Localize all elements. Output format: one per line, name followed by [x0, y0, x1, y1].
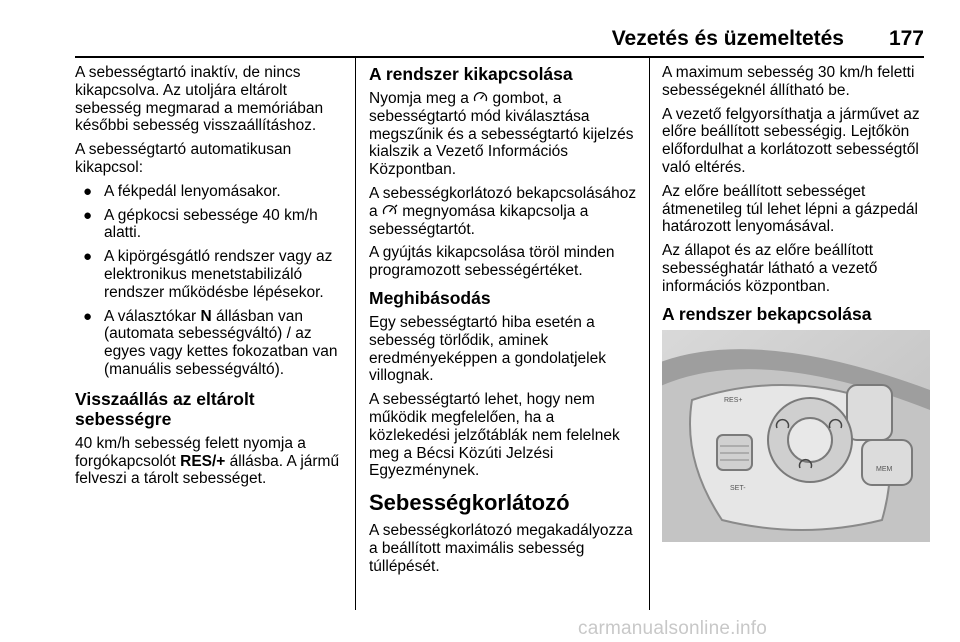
paragraph: Egy sebességtartó hiba esetén a sebesség törlődik, aminek eredményeképpen a gondolatjelek villognak. — [369, 313, 606, 385]
chapter-heading: Sebességkorlátozó — [369, 490, 570, 516]
paragraph-text-post: állásba. A jármű felveszi a tárolt sebességet. — [75, 452, 340, 488]
list-item — [75, 308, 350, 379]
list-item — [75, 183, 350, 201]
paragraph: A maximum sebesség 30 km/h feletti sebességeknél állítható be. — [662, 64, 915, 99]
paragraph: A sebességkorlátozó megakadályozza a beállított maximális sebesség túllépését. — [369, 522, 633, 575]
mem-label: MEM — [876, 465, 893, 473]
paragraph: A sebességtartó automatikusan kikapcsol: — [75, 141, 292, 176]
paragraph-text-post: gombot, a sebességtartó mód kiválasztása megszűnik és a sebességtartó kijelzés kialszik a Vezető Információs Központban. — [369, 90, 634, 179]
running-title: Vezetés és üzemeltetés — [611, 27, 844, 50]
list-item-text-post: állásban van (automata sebességváltó) / az egyes vagy kettes fokozatban van (manuális sebességváltó). — [104, 307, 338, 378]
bullet-icon: ● — [83, 307, 93, 325]
paragraph — [75, 435, 350, 488]
bullet-icon: ● — [83, 182, 93, 200]
paragraph-text-post: megnyomása kikapcsolja a sebességtartót. — [369, 202, 589, 238]
bullet-icon: ● — [83, 206, 93, 224]
column-divider-2 — [649, 58, 650, 610]
page-number: 177 — [888, 27, 924, 50]
list-item — [75, 207, 350, 243]
section-heading: Meghibásodás — [369, 287, 491, 308]
section-heading: A rendszer bekapcsolása — [662, 303, 872, 324]
res-label: RES+ — [724, 396, 743, 404]
header-rule — [75, 56, 924, 58]
cruise-control-icon — [473, 90, 488, 108]
paragraph: A sebességtartó lehet, hogy nem működik megfelelően, ha a közlekedési jelzőtáblák nem felelnek meg a Bécsi Közúti Jelzési Egyezménynek. — [369, 391, 620, 480]
column-2 — [369, 64, 639, 582]
list-item — [75, 248, 350, 301]
paragraph-text-pre: 40 km/h sebesség felett nyomja a forgókapcsolót — [75, 434, 306, 470]
paragraph — [369, 185, 639, 238]
switch-position-label: RES/+ — [180, 452, 226, 470]
bullet-icon: ● — [83, 248, 93, 266]
steering-wheel-illustration — [662, 330, 930, 542]
section-heading: Visszaállás az eltárolt sebességre — [75, 388, 255, 429]
steering-wheel-controls-image — [662, 330, 930, 542]
section-heading: A rendszer kikapcsolása — [369, 64, 573, 84]
paragraph — [369, 90, 639, 179]
paragraph-text-pre: A sebességkorlátozó bekapcsolásához a — [369, 184, 637, 220]
paragraph: A vezető felgyorsíthatja a járművet az előre beállított sebességig. Lejtőkön előfordulhat a korlátozott sebességtől való eltérés. — [662, 105, 920, 176]
list-item-text-pre: A választókar — [104, 307, 201, 325]
set-label: SET- — [730, 484, 746, 492]
paragraph-text-pre: Nyomja meg a — [369, 90, 474, 107]
paragraph: Az állapot és az előre beállított sebességhatár látható a vezető információs központban. — [662, 242, 878, 295]
page-header — [0, 0, 960, 56]
paragraph: Az előre beállított sebességet átmenetileg túl lehet lépni a gázpedál határozott lenyomásával. — [662, 182, 918, 236]
watermark: carmanualsonline.info — [578, 618, 768, 639]
gear-position-label: N — [200, 307, 212, 325]
paragraph: A gyújtás kikapcsolása töröl minden programozott sebességértéket. — [369, 244, 615, 280]
list-item-text: A gépkocsi sebessége 40 km/h alatti. — [104, 206, 318, 242]
column-3 — [662, 64, 930, 542]
bullet-list — [75, 183, 350, 379]
list-item-text: A kipörgésgátló rendszer vagy az elektronikus menetstabilizáló rendszer működésbe lépésekor. — [104, 248, 333, 301]
speed-limiter-icon — [382, 203, 398, 221]
column-1 — [75, 64, 350, 494]
list-item-text: A fékpedál lenyomásakor. — [104, 182, 281, 200]
paragraph: A sebességtartó inaktív, de nincs kikapcsolva. Az utoljára eltárolt sebesség megmarad a memóriában későbbi sebesség visszaállításhoz. — [75, 64, 324, 135]
column-divider-1 — [355, 58, 356, 610]
